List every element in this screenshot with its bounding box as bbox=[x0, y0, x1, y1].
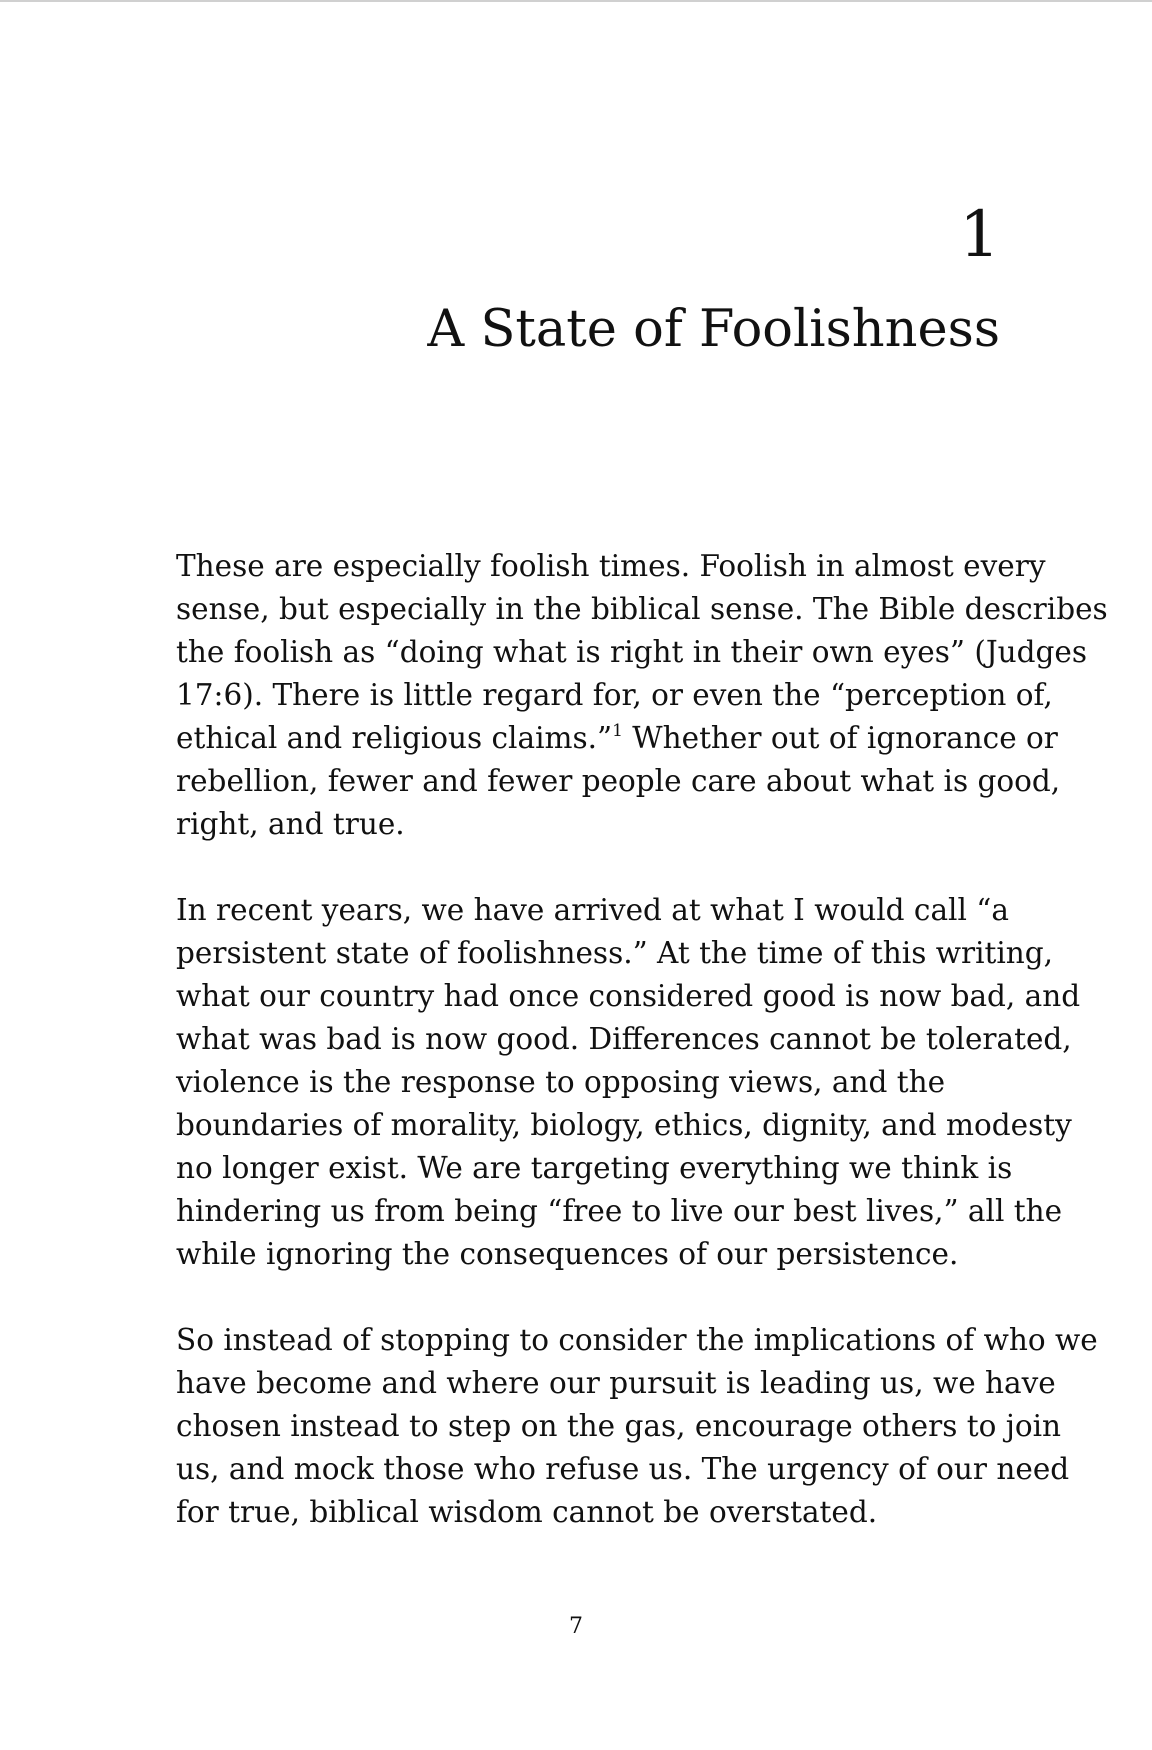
paragraph bbox=[176, 1319, 1098, 1534]
text-line: while ignoring the consequences of our persistence. bbox=[176, 1237, 959, 1271]
text-line: us, and mock those who refuse us. The urgency of our need bbox=[176, 1452, 1070, 1486]
text-line: have become and where our pursuit is leading us, we have bbox=[176, 1366, 1056, 1400]
text-line: rebellion, fewer and fewer people care about what is good, bbox=[176, 764, 1061, 798]
text-line: 17:6). There is little regard for, or even the “perception of, bbox=[176, 678, 1053, 712]
text-line: chosen instead to step on the gas, encourage others to join bbox=[176, 1409, 1062, 1443]
top-border bbox=[0, 0, 1152, 2]
text-segment: Whether out of ignorance or bbox=[622, 721, 1058, 755]
chapter-body bbox=[176, 545, 1108, 1577]
text-line: boundaries of morality, biology, ethics, dignity, and modesty bbox=[176, 1108, 1072, 1142]
text-line: what our country had once considered good is now bad, and bbox=[176, 979, 1081, 1013]
text-line: no longer exist. We are targeting everything we think is bbox=[176, 1151, 1013, 1185]
text-line: what was bad is now good. Differences cannot be tolerated, bbox=[176, 1022, 1072, 1056]
text-line: violence is the response to opposing views, and the bbox=[176, 1065, 946, 1099]
text-line: So instead of stopping to consider the implications of who we bbox=[176, 1323, 1098, 1357]
text-line: the foolish as “doing what is right in their own eyes” (Judges bbox=[176, 635, 1088, 669]
chapter-number: 1 bbox=[959, 198, 1000, 272]
text-segment: ethical and religious claims.” bbox=[176, 721, 613, 755]
text-line: sense, but especially in the biblical sense. The Bible describes bbox=[176, 592, 1108, 626]
footnote-reference[interactable]: 1 bbox=[612, 721, 623, 741]
paragraph bbox=[176, 889, 1081, 1276]
page-number: 7 bbox=[569, 1614, 583, 1639]
text-line: In recent years, we have arrived at what I would call “a bbox=[176, 893, 1009, 927]
text-line: right, and true. bbox=[176, 807, 405, 841]
text-line bbox=[176, 717, 1058, 760]
paragraph bbox=[176, 545, 1108, 846]
text-line: hindering us from being “free to live our best lives,” all the bbox=[176, 1194, 1063, 1228]
text-line: persistent state of foolishness.” At the time of this writing, bbox=[176, 936, 1054, 970]
text-line: These are especially foolish times. Foolish in almost every bbox=[176, 549, 1046, 583]
text-line: for true, biblical wisdom cannot be overstated. bbox=[176, 1495, 878, 1529]
chapter-title: A State of Foolishness bbox=[427, 300, 1000, 359]
